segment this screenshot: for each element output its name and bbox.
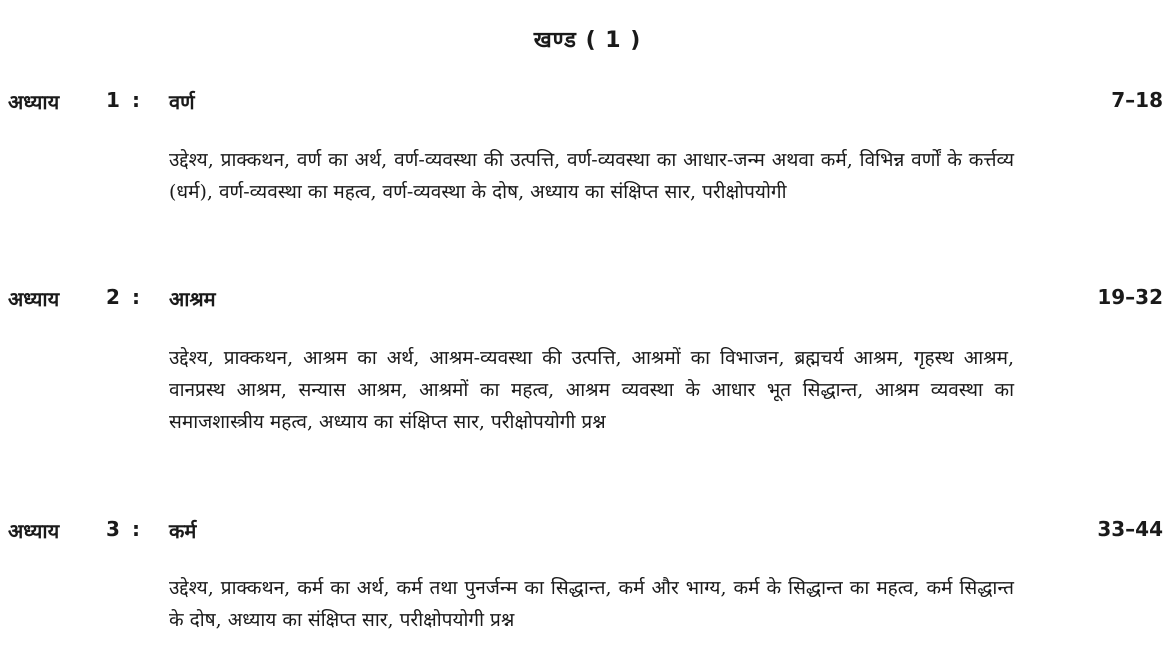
chapter-colon: : bbox=[132, 285, 140, 309]
chapter-page-range: 7–18 bbox=[1111, 88, 1163, 112]
chapter-label: अध्याय bbox=[8, 519, 60, 543]
chapter-title: कर्म bbox=[169, 519, 197, 543]
chapter-3-heading bbox=[8, 517, 1163, 547]
chapter-colon: : bbox=[132, 88, 140, 112]
chapter-page-range: 33–44 bbox=[1097, 517, 1163, 541]
chapter-page-range: 19–32 bbox=[1097, 285, 1163, 309]
chapter-2-heading bbox=[8, 285, 1163, 315]
chapter-3-contents: उद्देश्य, प्राक्कथन, कर्म का अर्थ, कर्म तथा पुनर्जन्म का सिद्धान्त, कर्म और भाग्य, कर्म के सिद्धान्त का महत्व, कर्म सिद्धान्त के दोष, अध्याय का संक्षिप्त सार, परीक्षोपयोगी प्रश्न bbox=[169, 577, 1014, 631]
section-title: खण्ड ( 1 ) bbox=[533, 28, 642, 53]
chapter-title: वर्ण bbox=[169, 90, 195, 114]
chapter-2-contents: उद्देश्य, प्राक्कथन, आश्रम का अर्थ, आश्रम-व्यवस्था की उत्पत्ति, आश्रमों का विभाजन, ब्रह्मचर्य आश्रम, गृहस्थ आश्रम, वानप्रस्थ आश्रम, सन्यास आश्रम, आश्रमों का महत्व, आश्रम व्यवस्था के आधार भूत सिद्धान्त, आश्रम व्यवस्था का समाजशास्त्रीय महत्व, अध्याय का संक्षिप्त सार, परीक्षोपयोगी प्रश्न bbox=[169, 347, 1014, 433]
chapter-colon: : bbox=[132, 517, 140, 541]
chapter-1-heading bbox=[8, 88, 1163, 118]
chapter-number: 2 bbox=[106, 285, 120, 309]
chapter-label: अध्याय bbox=[8, 287, 60, 311]
chapter-number: 1 bbox=[106, 88, 120, 112]
chapter-1-contents: उद्देश्य, प्राक्कथन, वर्ण का अर्थ, वर्ण-व्यवस्था की उत्पत्ति, वर्ण-व्यवस्था का आधार-जन्म अथवा कर्म, विभिन्न वर्णों के कर्त्तव्य (धर्म), वर्ण-व्यवस्था का महत्व, वर्ण-व्यवस्था के दोष, अध्याय का संक्षिप्त सार, परीक्षोपयोगी bbox=[169, 149, 1014, 203]
chapter-number: 3 bbox=[106, 517, 120, 541]
chapter-title: आश्रम bbox=[169, 287, 216, 311]
chapter-label: अध्याय bbox=[8, 90, 60, 114]
